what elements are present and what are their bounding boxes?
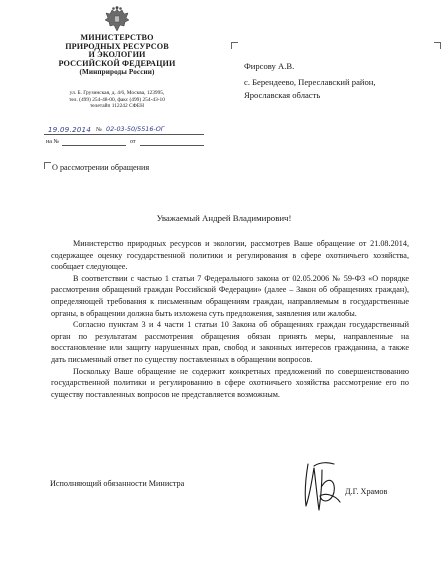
letter-body [51,238,409,400]
registration-block [44,126,204,150]
body-paragraph: Поскольку Ваше обращение не содержит конкретных предложений по совершенствованию государственной политики и регулированию в сфере охотничьего хозяйства рассмотрение его по существу поставленных вопросов не представляется возможным. [51,366,409,399]
recipient-address-line: Ярославская область [244,90,321,100]
address-line: телетайп 112242 СФЕН [89,103,145,110]
greeting: Уважаемый Андрей Владимирович! [156,213,292,223]
registration-date: 19.09.2014 [48,126,92,134]
signatory-role: Исполняющий обязанности Министра [50,479,185,488]
reply-from-label: от [130,139,136,145]
coat-of-arms-emblem [104,6,130,34]
registration-number-label: № [96,127,102,133]
reply-date-underline [140,145,204,146]
recipient-name: Фирсову А.В. [244,61,295,71]
corner-mark [231,42,238,49]
ministry-address [48,90,186,110]
reply-number-underline [62,145,126,146]
registration-number: 02-03-50/5516-ОГ [106,125,165,133]
address-line: ул. Б. Грузинская, д. 4/6, Москва, 123995, [69,90,165,96]
ministry-line: МИНИСТЕРСТВО [80,33,154,42]
ministry-line: ПРИРОДНЫХ РЕСУРСОВ [65,41,169,51]
registration-underline [44,134,204,135]
recipient-block [244,59,444,104]
ministry-line: РОССИЙСКОЙ ФЕДЕРАЦИИ [58,58,176,68]
handwritten-signature [300,456,346,516]
ministry-abbreviation: (Минприроды России) [79,68,155,77]
corner-mark [44,162,51,169]
body-paragraph: Министерство природных ресурсов и экологии, рассмотрев Ваше обращение от 21.08.2014, содержащее оценку государственной политики и регулирования в сфере охотничьего хозяйства, сообщает следующее. [51,239,409,272]
body-paragraph: Согласно пунктам 3 и 4 части 1 статьи 10 Закона об обращениях граждан государственный орган по результатам рассмотрения обращения обязан принять меры, направленные на восстановление или защиту нарушенных прав, свобод и законных интересов гражданина, а также дать письменный ответ по существу поставленных в обращении вопросов. [51,320,409,364]
reply-to-label: на № [46,139,60,145]
ministry-name [52,34,182,77]
body-paragraph: В соответствии с частью 1 статьи 7 Федерального закона от 02.05.2006 № 59-ФЗ «О порядке рассмотрения обращений граждан Российской Федерации» (далее – Закон об обращениях граждан), определяющей требования к письменным обращениям граждан, направляемым в государственные органы, в обращении должна быть изложена суть предложения, заявления или жалобы. [51,273,409,318]
signatory-name: Д.Г. Храмов [345,487,388,496]
letter-subject: О рассмотрении обращения [52,163,150,172]
recipient-address-line: с. Берендеево, Переславский район, [244,76,376,87]
address-line: тел. (499) 254-48-00, факс (499) 254-43-10 [69,96,165,103]
ministry-line: И ЭКОЛОГИИ [88,50,146,60]
corner-mark [434,42,441,49]
